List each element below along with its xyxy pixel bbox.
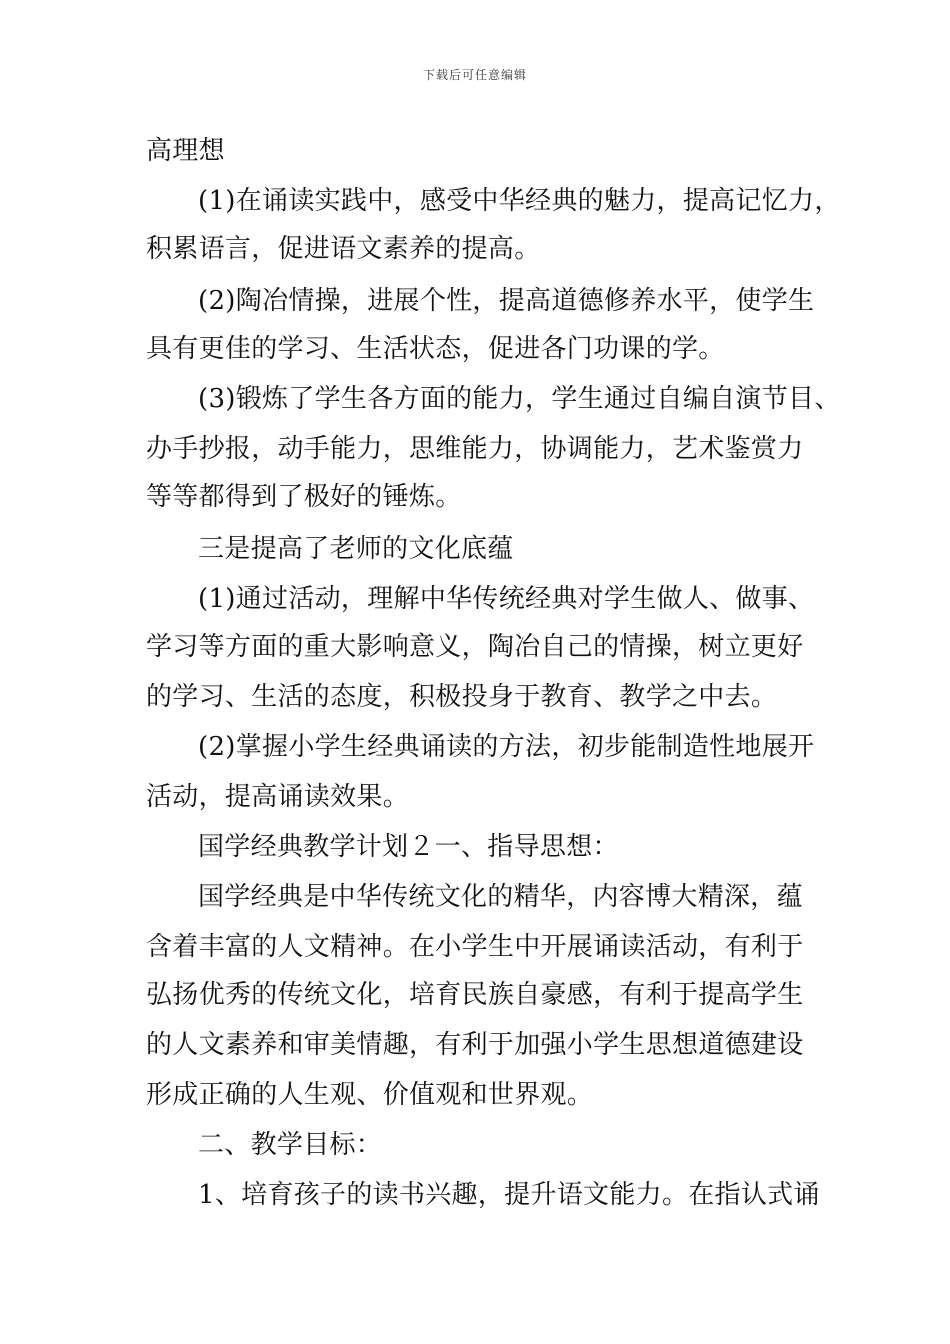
text-line: 弘扬优秀的传统文化，培育民族自豪感，有利于提高学生	[146, 980, 804, 1010]
text-line: (1)在诵读实践中，感受中华经典的魅力，提高记忆力，	[198, 186, 841, 216]
text-line: 积累语言，促进语文素养的提高。	[146, 234, 541, 264]
text-line: 学习等方面的重大影响意义，陶冶自己的情操，树立更好	[146, 632, 804, 662]
text-line: 高理想	[146, 136, 225, 166]
text-line: 办手抄报，动手能力，思维能力，协调能力，艺术鉴赏力	[146, 434, 804, 464]
text-line: (3)锻炼了学生各方面的能力，学生通过自编自演节目、	[198, 384, 841, 414]
text-line: 活动，提高诵读效果。	[146, 782, 410, 812]
text-line: 具有更佳的学习、生活状态，促进各门功课的学。	[146, 334, 725, 364]
page-header: 下载后可任意编辑	[422, 68, 527, 82]
text-line: (1)通过活动，理解中华传统经典对学生做人、做事、	[198, 584, 815, 614]
text-line: 1、培育孩子的读书兴趣，提升语文能力。在指认式诵	[198, 1180, 820, 1210]
text-line: (2)掌握小学生经典诵读的方法，初步能制造性地展开	[198, 732, 815, 762]
text-line: (2)陶冶情操，进展个性，提高道德修养水平，使学生	[198, 286, 815, 316]
text-line: 二、教学目标：	[198, 1130, 383, 1160]
text-line: 三是提高了老师的文化底蕴	[198, 534, 514, 564]
text-line: 国学经典是中华传统文化的精华，内容博大精深，蕴	[198, 882, 803, 912]
text-line: 含着丰富的人文精神。在小学生中开展诵读活动，有利于	[146, 932, 804, 962]
text-line: 国学经典教学计划２一、指导思想：	[198, 832, 619, 862]
text-line: 的学习、生活的态度，积极投身于教育、教学之中去。	[146, 682, 778, 712]
text-line: 形成正确的人生观、价值观和世界观。	[146, 1080, 594, 1110]
text-line: 等等都得到了极好的锤炼。	[146, 482, 462, 512]
text-line: 的人文素养和审美情趣，有利于加强小学生思想道德建设	[146, 1030, 804, 1060]
